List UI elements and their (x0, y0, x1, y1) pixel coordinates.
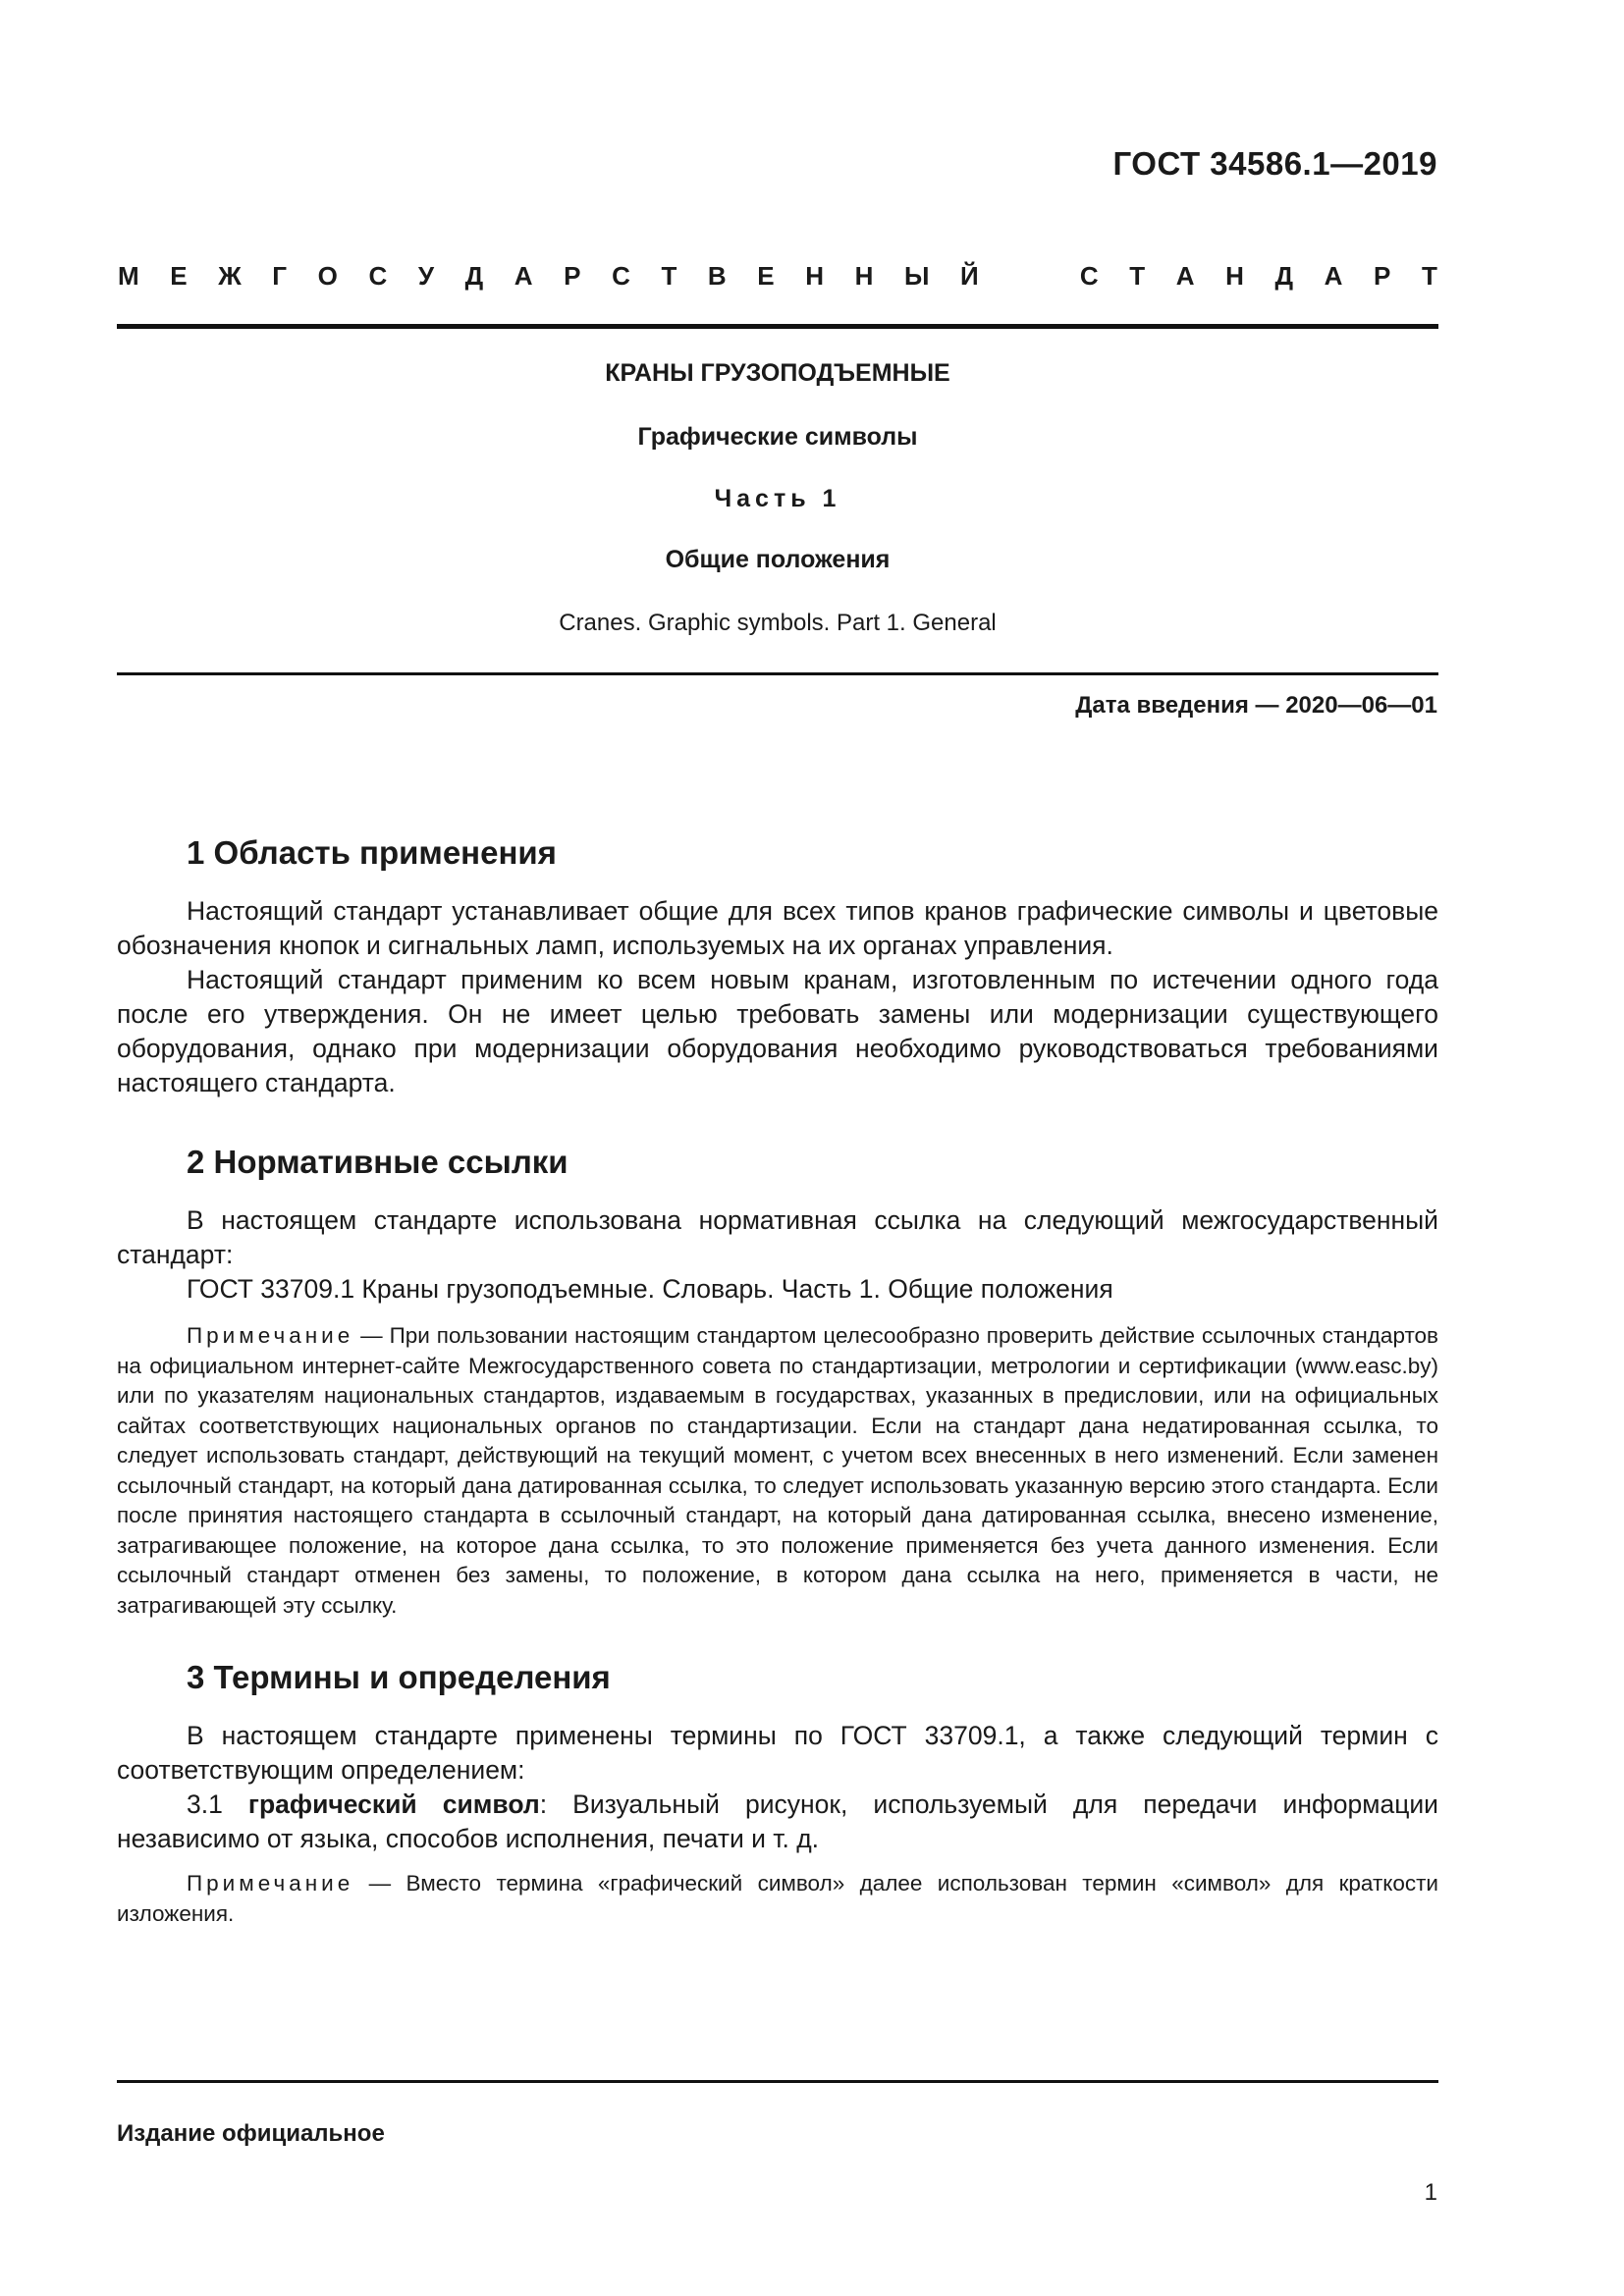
term-definition (117, 1788, 1438, 1856)
section-3-paragraph: В настоящем стандарте применены термины по ГОСТ 33709.1, а также следующий термин с соответствующим определением: (117, 1721, 1438, 1785)
banner-letter: Д (1274, 261, 1294, 291)
term: графический символ (247, 1789, 540, 1819)
note-label: Примечание (187, 1323, 354, 1348)
banner-letter: Н (854, 261, 874, 291)
note-text: — Вместо термина «графический символ» далее использован термин «символ» для краткости изложения. (117, 1871, 1438, 1926)
header-rule (117, 324, 1438, 329)
banner-letter: Г (272, 261, 288, 291)
normative-reference: ГОСТ 33709.1 Краны грузоподъемные. Словарь. Часть 1. Общие положения (187, 1274, 1113, 1304)
banner-gap (1009, 261, 1049, 292)
banner-letter: Н (1225, 261, 1244, 291)
banner-letter: С (368, 261, 388, 291)
note-label: Примечание (187, 1871, 354, 1896)
section-2-note (117, 1321, 1438, 1621)
section-1-paragraph: Настоящий стандарт применим ко всем новым кранам, изготовленным по истечении одного года после его утверждения. Он не имеет целью требовать замены или модернизации существующего оборудования, однако при модернизации оборудования необходимо руководствоваться требованиями настоящего стандарта. (117, 965, 1438, 1097)
document-part: Часть 1 (714, 485, 841, 512)
banner-letter: А (1175, 261, 1195, 291)
banner-letter: Т (661, 261, 677, 291)
banner-letter: М (118, 261, 139, 291)
footer-rule (117, 2080, 1438, 2083)
banner-letter: У (417, 261, 435, 291)
document-part-title: Общие положения (665, 546, 891, 573)
banner-letter: Е (757, 261, 775, 291)
page-number: 1 (1424, 2179, 1437, 2206)
banner-letter: А (1324, 261, 1343, 291)
document-subtitle: Графические символы (637, 423, 918, 451)
term-def: : Визуальный рисунок, используемый для передачи информации независимо от языка, способов исполнения, печати и т. д. (117, 1789, 1438, 1853)
banner-letter: В (707, 261, 727, 291)
section-1-paragraph: Настоящий стандарт устанавливает общие для всех типов кранов графические символы и цветовые обозначения кнопок и сигнальных ламп, используемых на их органах управления. (117, 896, 1438, 960)
banner-letter: О (317, 261, 338, 291)
gost-code: ГОСТ 34586.1—2019 (1112, 145, 1437, 182)
banner-letter: Ы (903, 261, 930, 291)
banner-letter: Р (564, 261, 581, 291)
banner-letter: Е (170, 261, 188, 291)
english-title: Cranes. Graphic symbols. Part 1. General (559, 610, 997, 636)
introduction-date: Дата введения — 2020—06—01 (1075, 692, 1437, 719)
title-rule (117, 672, 1438, 675)
banner-letter: С (1079, 261, 1099, 291)
section-1-heading: 1 Область применения (187, 834, 557, 871)
banner-letter: А (514, 261, 533, 291)
standard-banner (118, 261, 1437, 292)
section-3-heading: 3 Термины и определения (187, 1659, 611, 1695)
note-text: — При пользовании настоящим стандартом целесообразно проверить действие ссылочных стандартов на официальном интернет-сайте Межгосударственного совета по стандартизации, метрологии и сертификации (www.easc.by) или по указателям национальных стандартов, издаваемым в государствах, указанных в предисловии, или на официальных сайтах соответствующих национальных органов по стандартизации. Если на стандарт дана недатированная ссылка, то следует использовать стандарт, действующий на текущий момент, с учетом всех внесенных в него изменений. Если заменен ссылочный стандарт, на который дана датированная ссылка, то следует использовать указанную версию этого стандарта. Если после принятия настоящего стандарта в ссылочный стандарт, на который дана датированная ссылка, внесено изменение, затрагивающее положение, на которое дана ссылка, то это положение применяется без учета данного изменения. Если ссылочный стандарт отменен без замены, то положение, в котором дана ссылка на него, применяется в части, не затрагивающей эту ссылку. (117, 1323, 1438, 1618)
banner-letter: Й (960, 261, 979, 291)
banner-letter: Д (464, 261, 484, 291)
section-3-note (117, 1869, 1438, 1929)
banner-letter: Ж (218, 261, 242, 291)
section-2-heading: 2 Нормативные ссылки (187, 1144, 568, 1180)
document-title: КРАНЫ ГРУЗОПОДЪЕМНЫЕ (605, 359, 950, 387)
banner-letter: Т (1129, 261, 1146, 291)
banner-letter: С (612, 261, 630, 291)
edition-label: Издание официальное (117, 2120, 385, 2147)
banner-letter: Р (1374, 261, 1391, 291)
banner-letter: Т (1421, 261, 1437, 291)
banner-letter: Н (805, 261, 825, 291)
section-2-paragraph: В настоящем стандарте использована нормативная ссылка на следующий межгосударственный стандарт: (117, 1205, 1438, 1269)
term-number: 3.1 (187, 1789, 223, 1819)
